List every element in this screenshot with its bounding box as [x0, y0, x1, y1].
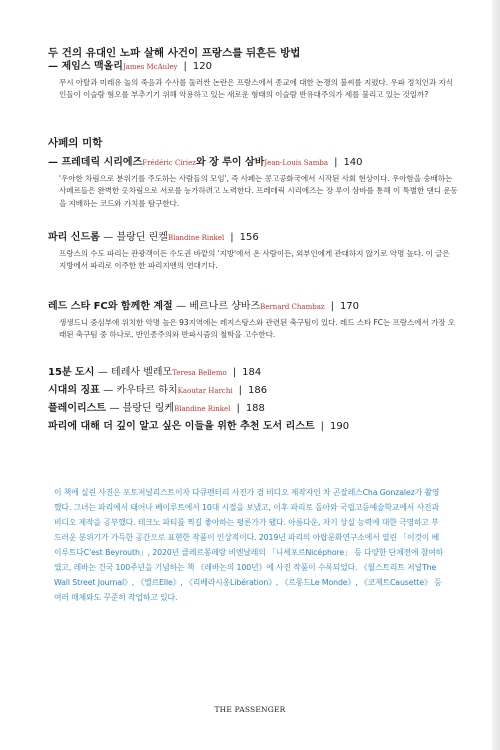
entry-title: 파리에 대해 더 깊이 알고 싶은 이들을 위한 추천 도서 리스트 — [48, 421, 315, 432]
toc-entry — [48, 300, 458, 342]
author-latin-name: Blandine Rinkel — [167, 234, 225, 242]
page-number: 140 — [343, 157, 363, 168]
author-latin-name: James McAuley — [122, 63, 178, 71]
author-latin-name: Blandine Rinkel — [174, 405, 231, 413]
separator: | — [238, 385, 242, 396]
author-latin-name: Bernard Chambaz — [260, 303, 325, 311]
author-name: — 프레데릭 시리에즈 — [48, 157, 143, 168]
separator: | — [236, 403, 240, 414]
entry-title-line — [48, 231, 458, 245]
entry-title: 시대의 징표 — [48, 385, 100, 396]
toc-entry — [48, 46, 458, 102]
author-latin-name: Teresa Bellemo — [172, 369, 227, 377]
author-name: — 블랑딘 링케 — [109, 403, 175, 414]
entry-author-line — [48, 156, 458, 170]
photo-credit-paragraph: 이 책에 실린 사진은 포토저널리스트이자 다큐멘터리 사진가 겸 비디오 제작자인 차 곤잘레스Cha Gonzalez가 촬영했다. 그녀는 파리에서 태어나 베이루트에서 10대 시절을 보냈고, 이후 파리로 돌아와 국립고등예술학교에서 사진과 비디오 제작을 공부했다. 테크노 파티를 찍길 좋아하는 평론가가 됐다. 아름다운, 자기 상실 능력에 대한 극명하고 부드러운 분위기가 가득한 공간으로 표현한 작품이 인상적이다. 2019년 파리의 아랍문화연구소에서 열린 「이것이 베이루트다C'est Beyrouth」, 2020년 클레르몽페랑 비엔날레의 「니세포르Nicéphore」 등 다양한 단체전에 참여하였고, 레바논 건국 100주년을 기념하는 책 《레바논의 100년》에 사진 작품이 수록되었다. 《월스트리트 저널The Wall Street Journal》, 《엘르Elle》, 《리베라시옹Libération》, 《르몽드Le Monde》, 《코제트Causette》 등 여러 매체와도 꾸준히 작업하고 있다. — [54, 488, 444, 602]
toc-entry-simple — [48, 384, 267, 398]
separator: | — [230, 232, 234, 243]
entry-description: 생생드니 중심부에 위치한 악명 높은 93지역에는 레지스탕스와 관련된 축구팀이 있다. 레드 스타 FC는 프랑스에서 가장 오래된 축구팀 중 하나로, 반인종주의와 반파시즘의 철학을 고수한다. — [59, 318, 456, 340]
separator: | — [320, 421, 325, 432]
entry-description: 무시 아탈과 미레유 놀의 죽음과 수사를 둘러싼 논란은 프랑스에서 종교에 대한 논쟁의 불씨를 지폈다. 우파 정치인과 지식인들이 이슬람 혐오를 부추기기 위해 악용하고 있는 새로운 형태의 이슬람 반유대주의가 세를 불리고 있는 것일까? — [59, 78, 453, 100]
entry-author-line — [48, 60, 458, 74]
page-number: 120 — [192, 61, 212, 72]
separator: | — [183, 61, 187, 72]
entry-title: 두 건의 유대인 노파 살해 사건이 프랑스를 뒤흔든 방법 — [48, 47, 301, 59]
entry-title: 레드 스타 FC와 함께한 계절 — [48, 301, 173, 312]
author-latin-name-2: Jean-Louis Samba — [264, 159, 329, 167]
author-latin-name: Frédéric Ciriez — [142, 159, 196, 167]
entry-description: '우아한 차림으로 분위기를 주도하는 사람들의 모임', 즉 사페는 콩고공화국에서 시작된 사회 현상이다. 우아함을 숭배하는 사페르들은 완벽한 옷차림으로 서로를 능가하려고 노력한다. 프레데릭 시리에즈는 장 루이 삼바를 통해 이 특별한 댄디 운동을 지배하는 코드와 가치를 탐구한다. — [59, 174, 458, 208]
page-gutter — [492, 0, 500, 750]
toc-entry-simple — [48, 402, 265, 416]
entry-title-line — [48, 300, 458, 314]
page-number: 184 — [242, 367, 262, 378]
author-name: — 베르나르 샹바즈 — [176, 301, 261, 312]
entry-title: 플레이리스트 — [48, 403, 106, 414]
page-number: 190 — [330, 421, 350, 432]
separator: | — [232, 367, 237, 378]
toc-entry-simple — [48, 420, 349, 434]
entry-title: 사페의 미학 — [48, 137, 103, 149]
page-number: 188 — [245, 403, 265, 414]
author-latin-name: Kaoutar Harchi — [177, 387, 233, 395]
entry-description: 프랑스의 수도 파리는 관광객이든 수도권 바깥의 '지방'에서 온 사람이든, 외부인에게 관대하지 않기로 악명 높다. 이 글은 지방에서 파리로 이주한 한 파리지엔의 연대기다. — [59, 249, 450, 271]
toc-entry-simple — [48, 366, 261, 380]
author-name: — 블랑딘 린켈 — [103, 232, 168, 243]
author-name: — 카우타르 하치 — [103, 385, 178, 396]
entry-title: 15분 도시 — [48, 367, 95, 378]
page-number: 170 — [339, 301, 360, 312]
page-number: 186 — [247, 385, 268, 396]
separator: | — [330, 301, 334, 312]
author-name-2: 와 장 루이 삼바 — [195, 157, 265, 168]
author-name: — 테레사 벨레모 — [97, 367, 173, 378]
entry-title: 파리 신드롬 — [48, 232, 100, 243]
publication-footer: THE PASSENGER — [214, 705, 286, 714]
toc-entry — [48, 231, 458, 273]
separator: | — [334, 157, 338, 168]
page-number: 156 — [239, 232, 259, 243]
toc-entry — [48, 136, 458, 210]
author-name: — 제임스 맥올리 — [48, 61, 123, 72]
